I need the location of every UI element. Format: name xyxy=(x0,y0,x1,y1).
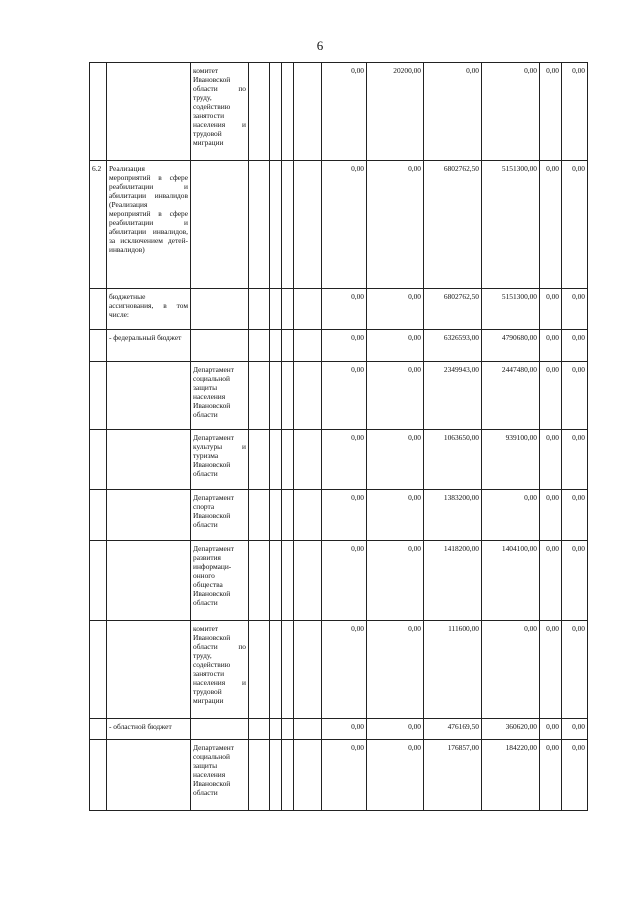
value-cell: 0,00 xyxy=(322,289,367,330)
value-cell: 0,00 xyxy=(322,719,367,740)
empty-cell xyxy=(282,621,294,719)
empty-cell xyxy=(282,430,294,490)
row-number xyxy=(90,362,107,430)
value-cell: 0,00 xyxy=(322,430,367,490)
empty-cell xyxy=(249,740,270,811)
page-number: 6 xyxy=(316,38,324,53)
empty-cell xyxy=(294,330,322,362)
row-number xyxy=(90,289,107,330)
value-cell: 0,00 xyxy=(482,63,540,161)
value-cell: 0,00 xyxy=(540,541,562,621)
empty-cell xyxy=(270,289,282,330)
row-executor: комитет Ивановской области по труду, содействию занятости населения и трудовой миграции xyxy=(191,63,249,161)
row-executor: комитет Ивановской области по труду, содействию занятости населения и трудовой миграции xyxy=(191,621,249,719)
value-cell: 0,00 xyxy=(367,362,424,430)
row-name xyxy=(107,621,191,719)
empty-cell xyxy=(249,719,270,740)
value-cell: 176857,00 xyxy=(424,740,482,811)
empty-cell xyxy=(270,330,282,362)
value-cell: 4790680,00 xyxy=(482,330,540,362)
value-cell: 0,00 xyxy=(540,362,562,430)
value-cell: 0,00 xyxy=(562,63,588,161)
value-cell: 0,00 xyxy=(482,621,540,719)
value-cell: 0,00 xyxy=(367,541,424,621)
row-executor xyxy=(191,161,249,289)
value-cell: 0,00 xyxy=(562,330,588,362)
empty-cell xyxy=(282,330,294,362)
row-number: 6.2 xyxy=(90,161,107,289)
empty-cell xyxy=(249,63,270,161)
empty-cell xyxy=(294,430,322,490)
value-cell: 0,00 xyxy=(322,490,367,541)
value-cell: 0,00 xyxy=(540,621,562,719)
value-cell: 0,00 xyxy=(322,161,367,289)
value-cell: 0,00 xyxy=(367,740,424,811)
empty-cell xyxy=(294,161,322,289)
value-cell: 0,00 xyxy=(562,362,588,430)
value-cell: 0,00 xyxy=(367,161,424,289)
value-cell: 0,00 xyxy=(322,362,367,430)
value-cell: 0,00 xyxy=(367,289,424,330)
row-number xyxy=(90,621,107,719)
empty-cell xyxy=(270,490,282,541)
row-executor: Департамент развития информаци-онного общества Ивановской области xyxy=(191,541,249,621)
table-row xyxy=(90,330,588,362)
empty-cell xyxy=(282,490,294,541)
value-cell: 0,00 xyxy=(322,541,367,621)
value-cell: 360620,00 xyxy=(482,719,540,740)
row-name xyxy=(107,430,191,490)
empty-cell xyxy=(270,621,282,719)
value-cell: 0,00 xyxy=(562,719,588,740)
value-cell: 184220,00 xyxy=(482,740,540,811)
empty-cell xyxy=(294,289,322,330)
value-cell: 1404100,00 xyxy=(482,541,540,621)
table-row xyxy=(90,621,588,719)
value-cell: 0,00 xyxy=(540,490,562,541)
value-cell: 0,00 xyxy=(562,621,588,719)
empty-cell xyxy=(294,719,322,740)
value-cell: 1063650,00 xyxy=(424,430,482,490)
empty-cell xyxy=(270,161,282,289)
value-cell: 0,00 xyxy=(540,161,562,289)
empty-cell xyxy=(270,719,282,740)
empty-cell xyxy=(282,740,294,811)
value-cell: 0,00 xyxy=(540,430,562,490)
row-number xyxy=(90,740,107,811)
row-name xyxy=(107,740,191,811)
value-cell: 0,00 xyxy=(322,621,367,719)
table-row xyxy=(90,362,588,430)
value-cell: 1418200,00 xyxy=(424,541,482,621)
value-cell: 0,00 xyxy=(367,719,424,740)
table-row xyxy=(90,490,588,541)
empty-cell xyxy=(294,362,322,430)
value-cell: 0,00 xyxy=(540,63,562,161)
row-name xyxy=(107,63,191,161)
value-cell: 0,00 xyxy=(540,740,562,811)
empty-cell xyxy=(282,289,294,330)
empty-cell xyxy=(270,63,282,161)
table-row xyxy=(90,430,588,490)
value-cell: 0,00 xyxy=(562,161,588,289)
row-name xyxy=(107,490,191,541)
value-cell: 20200,00 xyxy=(367,63,424,161)
value-cell: 0,00 xyxy=(540,289,562,330)
row-executor: Департамент культуры и туризма Ивановской области xyxy=(191,430,249,490)
value-cell: 2447480,00 xyxy=(482,362,540,430)
row-executor: Департамент социальной защиты населения Ивановской области xyxy=(191,740,249,811)
empty-cell xyxy=(270,430,282,490)
value-cell: 6326593,00 xyxy=(424,330,482,362)
row-name: бюджетные ассигнования, в том числе: xyxy=(107,289,191,330)
value-cell: 0,00 xyxy=(482,490,540,541)
row-executor xyxy=(191,330,249,362)
row-executor: Департамент спорта Ивановской области xyxy=(191,490,249,541)
empty-cell xyxy=(249,430,270,490)
table-row xyxy=(90,161,588,289)
value-cell: 939100,00 xyxy=(482,430,540,490)
row-number xyxy=(90,63,107,161)
value-cell: 111600,00 xyxy=(424,621,482,719)
value-cell: 0,00 xyxy=(367,621,424,719)
value-cell: 0,00 xyxy=(562,541,588,621)
empty-cell xyxy=(249,161,270,289)
row-executor xyxy=(191,719,249,740)
empty-cell xyxy=(249,289,270,330)
empty-cell xyxy=(282,161,294,289)
value-cell: 0,00 xyxy=(367,430,424,490)
row-name: - федеральный бюджет xyxy=(107,330,191,362)
value-cell: 0,00 xyxy=(367,330,424,362)
value-cell: 0,00 xyxy=(322,740,367,811)
value-cell: 5151300,00 xyxy=(482,289,540,330)
value-cell: 0,00 xyxy=(424,63,482,161)
empty-cell xyxy=(249,541,270,621)
empty-cell xyxy=(282,362,294,430)
value-cell: 0,00 xyxy=(540,719,562,740)
value-cell: 0,00 xyxy=(562,740,588,811)
empty-cell xyxy=(249,362,270,430)
empty-cell xyxy=(249,621,270,719)
row-executor xyxy=(191,289,249,330)
empty-cell xyxy=(282,541,294,621)
row-number xyxy=(90,719,107,740)
budget-table xyxy=(89,62,588,811)
empty-cell xyxy=(270,362,282,430)
row-number xyxy=(90,430,107,490)
value-cell: 0,00 xyxy=(562,490,588,541)
empty-cell xyxy=(249,330,270,362)
table-row xyxy=(90,740,588,811)
empty-cell xyxy=(294,621,322,719)
row-name xyxy=(107,362,191,430)
empty-cell xyxy=(294,63,322,161)
value-cell: 0,00 xyxy=(322,63,367,161)
row-executor: Департамент социальной защиты населения Ивановской области xyxy=(191,362,249,430)
value-cell: 476169,50 xyxy=(424,719,482,740)
value-cell: 2349943,00 xyxy=(424,362,482,430)
value-cell: 6802762,50 xyxy=(424,289,482,330)
value-cell: 5151300,00 xyxy=(482,161,540,289)
value-cell: 0,00 xyxy=(367,490,424,541)
value-cell: 0,00 xyxy=(540,330,562,362)
empty-cell xyxy=(294,490,322,541)
table-row xyxy=(90,719,588,740)
table-row xyxy=(90,63,588,161)
empty-cell xyxy=(270,541,282,621)
empty-cell xyxy=(282,719,294,740)
empty-cell xyxy=(294,541,322,621)
empty-cell xyxy=(294,740,322,811)
row-number xyxy=(90,541,107,621)
value-cell: 1383200,00 xyxy=(424,490,482,541)
value-cell: 0,00 xyxy=(562,289,588,330)
row-number xyxy=(90,330,107,362)
empty-cell xyxy=(270,740,282,811)
empty-cell xyxy=(282,63,294,161)
table-row xyxy=(90,541,588,621)
row-number xyxy=(90,490,107,541)
row-name: Реализация мероприятий в сфере реабилитации и абилитации инвалидов (Реализация мероприятий в сфере реабилитации и абилитации инвалидов, за исключением детей-инвалидов) xyxy=(107,161,191,289)
value-cell: 0,00 xyxy=(322,330,367,362)
value-cell: 6802762,50 xyxy=(424,161,482,289)
row-name xyxy=(107,541,191,621)
row-name: - областной бюджет xyxy=(107,719,191,740)
value-cell: 0,00 xyxy=(562,430,588,490)
empty-cell xyxy=(249,490,270,541)
table-row xyxy=(90,289,588,330)
